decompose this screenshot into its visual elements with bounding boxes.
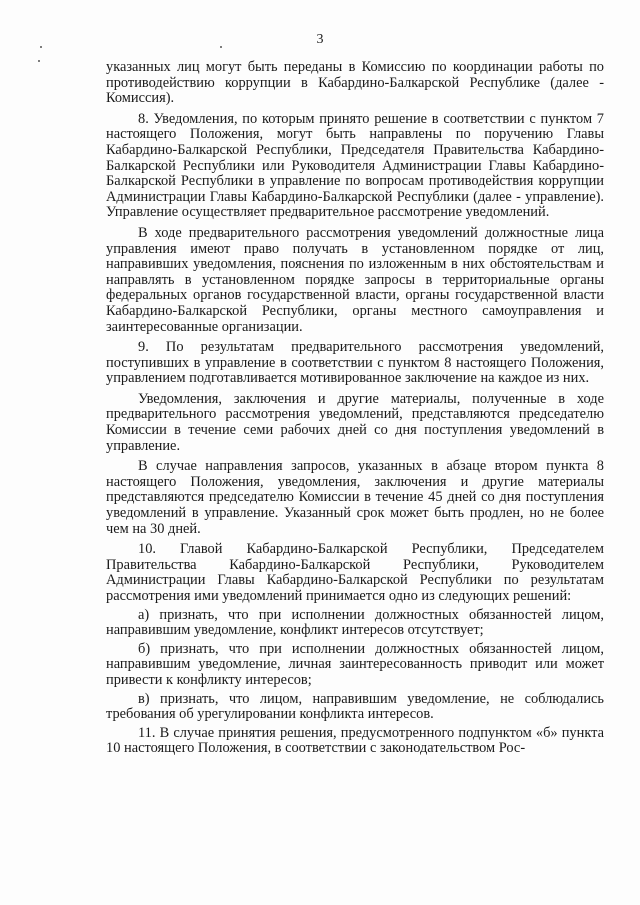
page-number: 3 [316, 32, 324, 47]
paragraph-decision-b: б) признать, что при исполнении должностных обязанностей лицом, направившим уведомление, личная заинтересованность приводит или может привести к конфликту интересов; [106, 640, 604, 688]
scan-speck [38, 60, 40, 62]
paragraph-item-11: 11. В случае принятия решения, предусмотренного подпунктом «б» пункта 10 настоящего Положения, в соответствии с законодательством Рос- [106, 724, 604, 757]
document-body [106, 60, 604, 762]
paragraph-preliminary-review: В ходе предварительного рассмотрения уведомлений должностные лица управления имеют право получать в установленном порядке от лиц, направивших уведомления, пояснения по изложенным в них обстоятельствам и направлять в установленном порядке запросы в территориальные органы федеральных органов государственной власти, органы государственной власти Кабардино-Балкарской Республики, органы местного самоуправления и заинтересованные организации. [106, 224, 604, 335]
paragraph-item-8: 8. Уведомления, по которым принято решение в соответствии с пунктом 7 настоящего Положения, могут быть направлены по поручению Главы Кабардино-Балкарской Республики, Председателя Правительства Кабардино-Балкарской Республики или Руководителя Администрации Главы Кабардино-Балкарской Республики в управление по вопросам противодействия коррупции Администрации Главы Кабардино-Балкарской Республики (далее - управление). Управление осуществляет предварительное рассмотрение уведомлений. [106, 110, 604, 221]
paragraph-requests-deadline: В случае направления запросов, указанных в абзаце втором пункта 8 настоящего Положения, уведомления, заключения и другие материалы представляются председателю Комиссии в течение 45 дней со дня поступления уведомлений в управление. Указанный срок может быть продлен, но не более чем на 30 дней. [106, 458, 604, 537]
paragraph-decision-c: в) признать, что лицом, направившим уведомление, не соблюдались требования об урегулировании конфликта интересов. [106, 690, 604, 723]
paragraph-materials-submission: Уведомления, заключения и другие материалы, полученные в ходе предварительного рассмотрения уведомлений, представляются председателю Комиссии в течение семи рабочих дней со дня поступления уведомлений в управление. [106, 390, 604, 454]
paragraph-continuation: указанных лиц могут быть переданы в Комиссию по координации работы по противодействию коррупции в Кабардино-Балкарской Республике (далее - Комиссия). [106, 59, 604, 107]
paragraph-item-10: 10. Главой Кабардино-Балкарской Республики, Председателем Правительства Кабардино-Балкарской Республики, Руководителем Администрации Главы Кабардино-Балкарской Республики по результатам рассмотрения ими уведомлений принимается одно из следующих решений: [106, 541, 604, 604]
paragraph-decision-a: а) признать, что при исполнении должностных обязанностей лицом, направившим уведомление, конфликт интересов отсутствует; [106, 606, 604, 639]
paragraph-item-9: 9. По результатам предварительного рассмотрения уведомлений, поступивших в управление в соответствии с пунктом 8 настоящего Положения, управлением подготавливается мотивированное заключение на каждое из них. [106, 339, 604, 387]
